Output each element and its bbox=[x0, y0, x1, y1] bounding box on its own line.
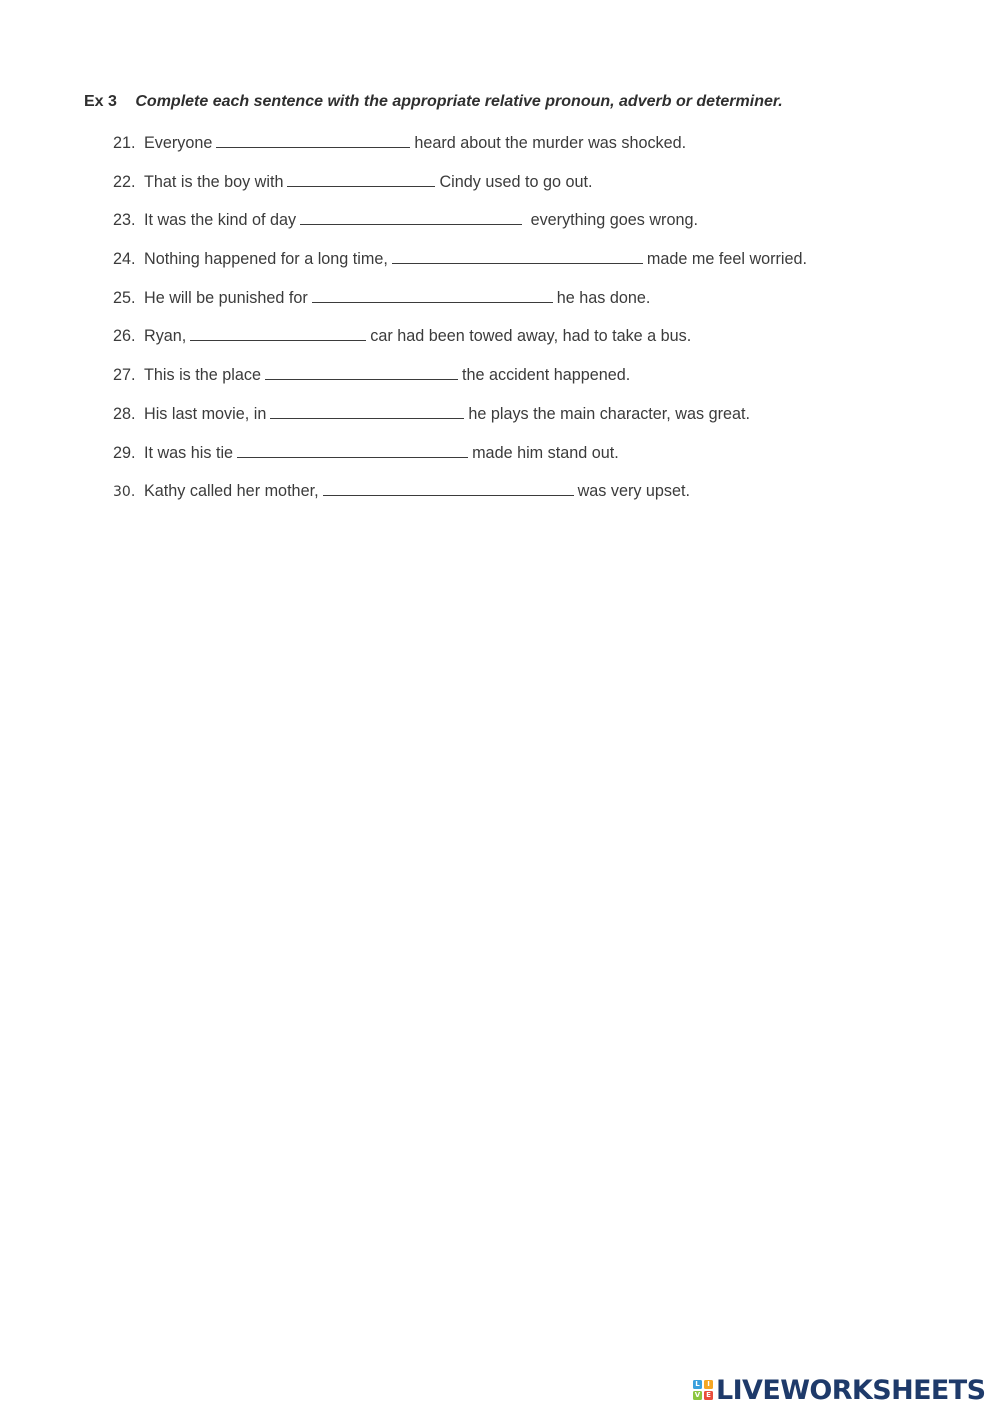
answer-blank[interactable] bbox=[323, 481, 574, 496]
answer-blank[interactable] bbox=[270, 404, 464, 419]
question-number: 28. bbox=[113, 404, 136, 423]
exercise-header bbox=[84, 93, 783, 111]
question-30 bbox=[113, 481, 807, 520]
question-text-after: he has done. bbox=[556, 288, 651, 307]
logo-mark-cell: V bbox=[694, 1391, 701, 1399]
question-22 bbox=[113, 172, 807, 211]
answer-blank[interactable] bbox=[287, 172, 435, 187]
liveworksheets-logo[interactable] bbox=[693, 1374, 985, 1406]
question-text-after: Cindy used to go out. bbox=[439, 172, 593, 191]
logo-mark-cell: L bbox=[693, 1380, 702, 1389]
question-number: 25. bbox=[113, 288, 136, 307]
question-text-before: Kathy called her mother, bbox=[144, 482, 319, 501]
question-26 bbox=[113, 326, 807, 365]
question-number: 23. bbox=[113, 211, 136, 230]
question-text-before: This is the place bbox=[144, 366, 261, 385]
question-text-after: heard about the murder was shocked. bbox=[414, 134, 687, 152]
answer-blank[interactable] bbox=[237, 443, 468, 458]
question-list bbox=[113, 133, 807, 520]
question-28 bbox=[113, 404, 807, 443]
answer-blank[interactable] bbox=[190, 326, 366, 341]
answer-blank[interactable] bbox=[300, 210, 522, 225]
answer-blank[interactable] bbox=[392, 249, 643, 264]
question-number: 29. bbox=[113, 443, 136, 462]
question-text-after: the accident happened. bbox=[461, 366, 631, 385]
question-text-before: Ryan, bbox=[144, 327, 187, 346]
logo-mark-cell: I bbox=[704, 1380, 713, 1389]
question-number: 21. bbox=[113, 134, 136, 152]
question-text-before: That is the boy with bbox=[144, 172, 284, 191]
question-text-before: He will be punished for bbox=[144, 288, 308, 307]
question-29 bbox=[113, 443, 807, 482]
question-text-after: he plays the main character, was great. bbox=[468, 404, 750, 423]
question-24 bbox=[113, 249, 807, 288]
question-number: 24. bbox=[113, 250, 136, 269]
question-number: 30. bbox=[113, 484, 136, 501]
question-text-before: It was the kind of day bbox=[144, 211, 297, 230]
exercise-label: Ex 3 bbox=[84, 93, 117, 110]
question-number: 22. bbox=[113, 172, 136, 191]
question-text-before: Everyone bbox=[144, 134, 213, 152]
question-text-before: His last movie, in bbox=[144, 404, 267, 423]
question-text-before: Nothing happened for a long time, bbox=[144, 250, 388, 269]
logo-mark-icon bbox=[693, 1380, 713, 1400]
question-21 bbox=[113, 133, 807, 172]
logo-mark-cell: E bbox=[704, 1391, 713, 1400]
question-text-after: car had been towed away, had to take a bus. bbox=[370, 327, 692, 346]
answer-blank[interactable] bbox=[216, 133, 410, 148]
question-text-before: It was his tie bbox=[144, 443, 234, 462]
question-text-after: everything goes wrong. bbox=[526, 211, 698, 230]
answer-blank[interactable] bbox=[312, 288, 553, 303]
question-text-after: was very upset. bbox=[577, 482, 691, 501]
question-text-after: made me feel worried. bbox=[646, 250, 808, 269]
question-25 bbox=[113, 288, 807, 327]
exercise-instruction: Complete each sentence with the appropriate relative pronoun, adverb or determiner. bbox=[135, 93, 783, 110]
question-number: 26. bbox=[113, 327, 136, 346]
question-23 bbox=[113, 210, 807, 249]
question-number: 27. bbox=[113, 366, 136, 385]
question-text-after: made him stand out. bbox=[472, 443, 619, 462]
answer-blank[interactable] bbox=[265, 365, 458, 380]
logo-text: LIVEWORKSHEETS bbox=[716, 1374, 986, 1406]
question-27 bbox=[113, 365, 807, 404]
